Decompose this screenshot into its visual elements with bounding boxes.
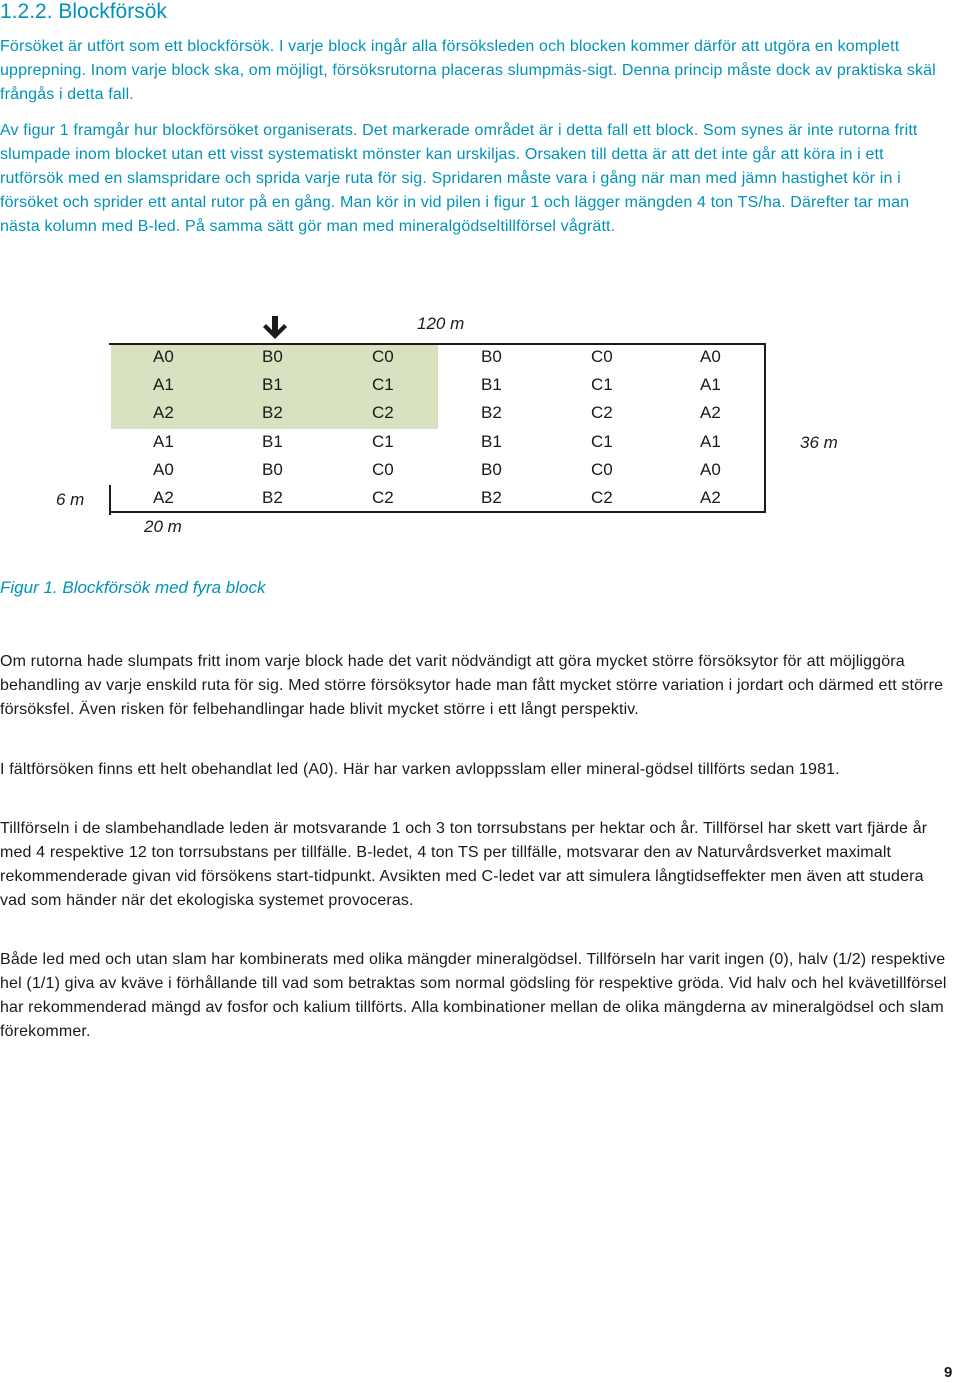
section-heading: 1.2.2. Blockförsök [0, 0, 167, 23]
body-paragraph-2: I fältförsöken finns ett helt obehandlat led (A0). Här har varken avloppsslam eller mineral-gödsel tillförts sedan 1981. [0, 761, 840, 778]
grid-cell: B0 [481, 347, 502, 366]
column-size-label: 20 m [144, 517, 182, 536]
grid-cell: B1 [481, 375, 502, 394]
grid-cell: B0 [262, 460, 283, 479]
grid-cell: C0 [372, 460, 394, 479]
grid-cell: A0 [153, 347, 174, 366]
grid-cell: B2 [481, 403, 502, 422]
grid-cell: B2 [262, 403, 283, 422]
grid-cell: C0 [591, 347, 613, 366]
row-size-label: 6 m [56, 490, 85, 509]
grid-cell: A1 [153, 432, 174, 451]
grid-cell: A0 [153, 460, 174, 479]
grid-cell: A1 [700, 432, 721, 451]
grid-cell: A0 [700, 347, 721, 366]
intro-paragraph: Försöket är utfört som ett blockförsök. I varje block ingår alla försöksleden och blocken kommer därför att utgöra en komplett upprepning. Inom varje block ska, om möjligt, försöksrutorna placeras slumpmäs-sigt. Denna princip måste dock av praktiska skäl frångås i detta fall. [0, 38, 936, 103]
grid-cell: B2 [262, 488, 283, 507]
grid-cell: A2 [153, 403, 174, 422]
grid-cell: A2 [153, 488, 174, 507]
body-paragraph-4: Både led med och utan slam har kombinerats med olika mängder mineralgödsel. Tillförseln har varit ingen (0), halv (1/2) respektive hel (1/1) giva av kväve i förhållande till vad som betraktas som normal gödsling för respektive gröda. Vid halv och hel kvävetillförsel har rekommenderad mängd av fosfor och kalium tillförts. Alla kombinationer mellan de olika mängderna av mineralgödsel och slam förekommer. [0, 951, 947, 1040]
body-paragraph-3: Tillförseln i de slambehandlade leden är motsvarande 1 och 3 ton torrsubstans per hektar och år. Tillförsel har skett vart fjärde år med 4 respektive 12 ton torrsubstans per tillfälle. B-ledet, 4 ton TS per tillfälle, motsvarar den av Naturvårdsverket maximalt rekommenderade givan vid försökens start-tidpunkt. Avsikten med C-ledet var att simulera långtidseffekter men även att studera vad som händer när det ekologiska systemet provoceras. [0, 820, 928, 909]
grid-cell: C1 [372, 375, 394, 394]
grid-cell: A1 [153, 375, 174, 394]
width-label: 120 m [417, 314, 465, 333]
grid-cell: B1 [262, 432, 283, 451]
grid-cell: A0 [700, 460, 721, 479]
figure-intro-paragraph: Av figur 1 framgår hur blockförsöket organiserats. Det markerade området är i detta fall ett block. Som synes är inte rutorna fritt slumpade inom blocket utan ett visst systematiskt mönster kan urskiljas. Orsaken till detta är att det inte går att köra in i ett rutförsök med en slamspridare och sprida varje ruta för sig. Spridaren måste vara i gång när man med jämn hastighet kör in i försöket och sprider ett antal rutor på en gång. Man kör in vid pilen i figur 1 och lägger mängden 4 ton TS/ha. Därefter tar man nästa kolumn med B-led. På samma sätt gör man med mineralgödseltillförsel vågrätt. [0, 122, 918, 235]
grid-cell: C2 [372, 488, 394, 507]
grid-cell: C0 [372, 347, 394, 366]
body-paragraph-1: Om rutorna hade slumpats fritt inom varje block hade det varit nödvändigt att göra mycket större försöksytor för att möjliggöra behandling av varje enskild ruta för sig. Med större försöksytor hade man fått mycket större variation i jordart och därmed ett större försöksfel. Även risken för felbehandlingar hade blivit mycket större i ett långt perspektiv. [0, 653, 944, 718]
figure-caption: Figur 1. Blockförsök med fyra block [0, 578, 266, 597]
grid-cell: C1 [591, 432, 613, 451]
grid-left-edge [109, 485, 111, 515]
field-grid [109, 343, 766, 513]
grid-cell: B0 [262, 347, 283, 366]
grid-cell: C2 [591, 403, 613, 422]
grid-cell: C2 [591, 488, 613, 507]
grid-cell: B0 [481, 460, 502, 479]
grid-cell: C1 [372, 432, 394, 451]
grid-cell: C0 [591, 460, 613, 479]
grid-cell: B1 [481, 432, 502, 451]
grid-cell: B1 [262, 375, 283, 394]
page-number: 9 [944, 1364, 953, 1381]
grid-cell: B2 [481, 488, 502, 507]
arrow-down-icon [263, 316, 287, 342]
grid-cell: C2 [372, 403, 394, 422]
grid-cell: C1 [591, 375, 613, 394]
grid-cell: A2 [700, 488, 721, 507]
height-label: 36 m [800, 433, 838, 452]
grid-cell: A2 [700, 403, 721, 422]
grid-cell: A1 [700, 375, 721, 394]
